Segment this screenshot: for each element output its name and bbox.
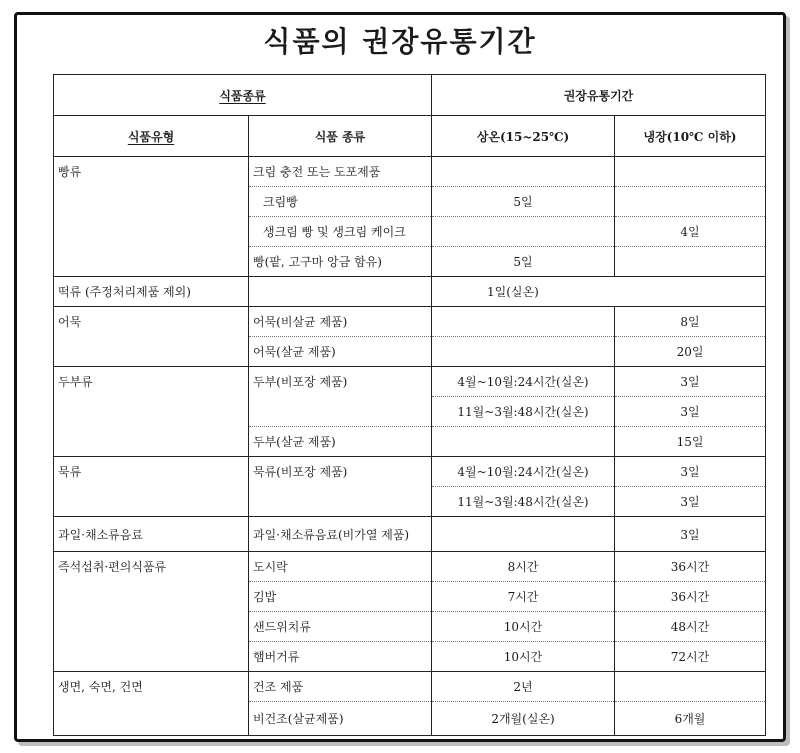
fridge-cell: 3일: [615, 517, 766, 552]
fridge-cell: 3일: [615, 367, 766, 397]
kind-cell: 두부(살균 제품): [249, 427, 432, 457]
room-cell: 11월~3월:48시간(실온): [432, 397, 615, 427]
room-cell: 5일: [432, 187, 615, 217]
fridge-cell: 48시간: [615, 612, 766, 642]
kind-cell: 빵(팥, 고구마 앙금 함유): [249, 247, 432, 277]
kind-cell: 햄버거류: [249, 642, 432, 672]
fridge-cell: [615, 672, 766, 702]
fridge-cell: 3일: [615, 457, 766, 487]
type-ricecake: 떡류 (주정처리제품 제외): [54, 277, 249, 307]
fridge-cell: 36시간: [615, 582, 766, 612]
type-juice: 과일·채소류음료: [54, 517, 249, 552]
shelf-life-table: [53, 74, 766, 736]
header-fridge: 냉장(10℃ 이하): [615, 116, 766, 157]
fridge-cell: 8일: [615, 307, 766, 337]
header-food-type: 식품유형: [54, 116, 249, 157]
room-cell: 8시간: [432, 552, 615, 582]
fridge-cell: 15일: [615, 427, 766, 457]
kind-cell: 비건조(살균제품): [249, 702, 432, 736]
fridge-cell: 20일: [615, 337, 766, 367]
kind-cell: 두부(비포장 제품): [249, 367, 432, 427]
kind-cell: 묵류(비포장 제품): [249, 457, 432, 517]
type-tofu: 두부류: [54, 367, 249, 457]
fridge-cell: 3일: [615, 397, 766, 427]
room-cell: 7시간: [432, 582, 615, 612]
room-cell: 5일: [432, 247, 615, 277]
merged-period-cell: 1일(실온): [432, 277, 766, 307]
header-period-group: 권장유통기간: [432, 75, 766, 116]
room-cell: 2개월(실온): [432, 702, 615, 736]
header-room-temp: 상온(15~25℃): [432, 116, 615, 157]
fridge-cell: 36시간: [615, 552, 766, 582]
fridge-cell: [615, 187, 766, 217]
kind-cell: [249, 277, 432, 307]
type-fishcake: 어묵: [54, 307, 249, 367]
room-cell: 4월~10월:24시간(실온): [432, 367, 615, 397]
header-food-kind: 식품 종류: [249, 116, 432, 157]
room-cell: [432, 217, 615, 247]
room-cell: 11월~3월:48시간(실온): [432, 487, 615, 517]
kind-cell: 어묵(살균 제품): [249, 337, 432, 367]
room-cell: [432, 427, 615, 457]
type-instant: 즉석섭취·편의식품류: [54, 552, 249, 672]
header-food-group: 식품종류: [54, 75, 432, 116]
kind-cell: 건조 제품: [249, 672, 432, 702]
room-cell: [432, 157, 615, 187]
room-cell: 2년: [432, 672, 615, 702]
type-jelly: 묵류: [54, 457, 249, 517]
page-title: 식품의 권장유통기간: [263, 25, 537, 58]
room-cell: 10시간: [432, 642, 615, 672]
kind-cell: 크림 충전 또는 도포제품: [249, 157, 432, 187]
kind-cell: 생크림 빵 및 생크림 케이크: [249, 217, 432, 247]
room-cell: [432, 517, 615, 552]
room-cell: [432, 337, 615, 367]
kind-cell: 크림빵: [249, 187, 432, 217]
kind-cell: 어묵(비살균 제품): [249, 307, 432, 337]
type-noodle: 생면, 숙면, 건면: [54, 672, 249, 736]
room-cell: 10시간: [432, 612, 615, 642]
room-cell: [432, 307, 615, 337]
fridge-cell: 4일: [615, 217, 766, 247]
fridge-cell: 72시간: [615, 642, 766, 672]
fridge-cell: 6개월: [615, 702, 766, 736]
type-bread: 빵류: [54, 157, 249, 277]
kind-cell: 도시락: [249, 552, 432, 582]
fridge-cell: 3일: [615, 487, 766, 517]
kind-cell: 과일·채소류음료(비가열 제품): [249, 517, 432, 552]
room-cell: 4월~10월:24시간(실온): [432, 457, 615, 487]
fridge-cell: [615, 157, 766, 187]
fridge-cell: [615, 247, 766, 277]
kind-cell: 샌드위치류: [249, 612, 432, 642]
kind-cell: 김밥: [249, 582, 432, 612]
